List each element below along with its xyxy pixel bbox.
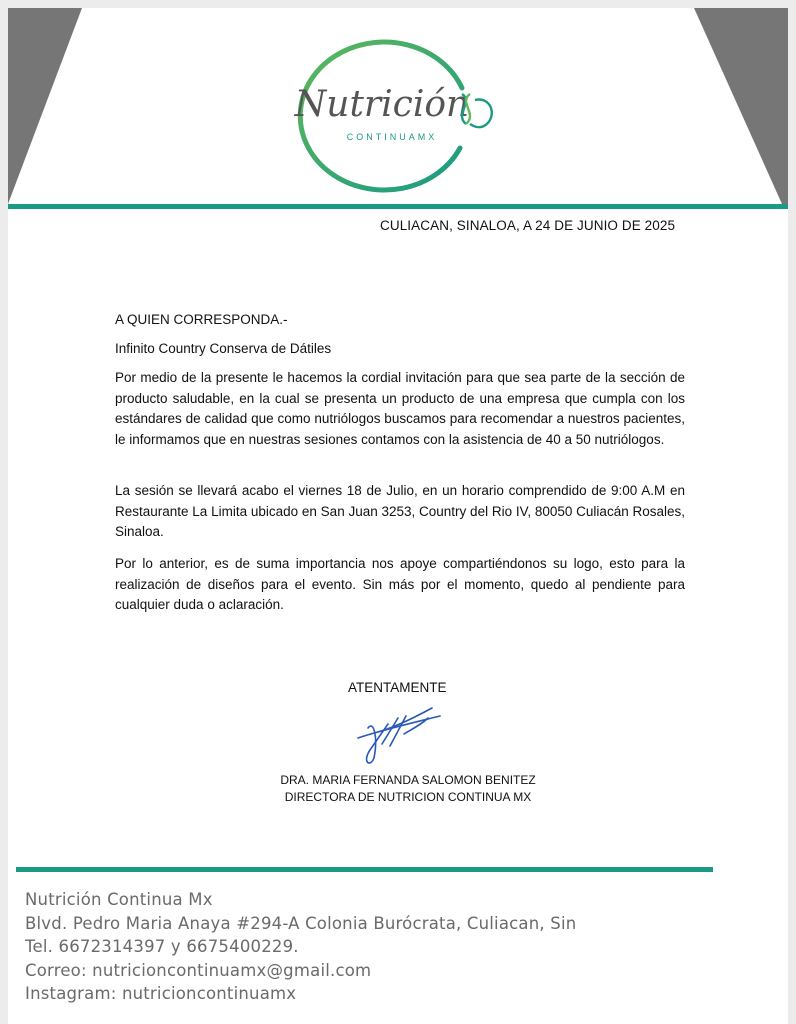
corner-triangle-left bbox=[8, 8, 82, 204]
paragraph-session-details: La sesión se llevará acabo el viernes 18 de Julio, en un horario comprendido de 9:00 A.M en Restaurante La Limita ubicado en San Juan 3253, Country del Rio IV, 80050 Culiacán Rosales, Sinaloa. bbox=[115, 483, 685, 539]
header-corner-right bbox=[694, 8, 788, 204]
signature-strokes bbox=[358, 708, 440, 763]
footer-email: Correo: nutricioncontinuamx@gmail.com bbox=[25, 960, 372, 980]
letter-page bbox=[8, 8, 788, 1024]
footer-address: Blvd. Pedro Maria Anaya #294-A Colonia Burócrata, Culiacan, Sin bbox=[25, 913, 577, 933]
signer-name: DRA. MARIA FERNANDA SALOMON BENITEZ bbox=[280, 773, 536, 787]
footer-instagram: Instagram: nutricioncontinuamx bbox=[25, 984, 297, 1003]
paragraph-logo-request: Por lo anterior, es de suma importancia nos apoye compartiéndonos su logo, esto para la realización de diseños para el evento. Sin más por el momento, quedo al pendiente para cualquier duda o aclaración. bbox=[115, 556, 685, 612]
signer-title: DIRECTORA DE NUTRICION CONTINUA MX bbox=[284, 790, 532, 804]
footer-company: Nutrición Continua Mx bbox=[25, 890, 213, 909]
footer-phone: Tel. 6672314397 y 6675400229. bbox=[25, 937, 299, 956]
header-divider bbox=[8, 204, 788, 209]
footer-contact bbox=[25, 888, 576, 1006]
recipient-company: Infinito Country Conserva de Dátiles bbox=[115, 341, 332, 356]
sig-stroke-2 bbox=[382, 716, 406, 746]
corner-triangle-right bbox=[694, 8, 788, 204]
header-corner-left bbox=[8, 8, 88, 204]
footer-divider bbox=[16, 867, 713, 872]
paragraph-invitation: Por medio de la presente le hacemos la cordial invitación para que sea parte de la sección de producto saludable, en la cual se presenta un producto de una empresa que cumpla con los estándares de calidad que como nutriólogos buscamos para recomendar a nuestros pacientes, le informamos que en nuestras sesiones contamos con la asistencia de 40 a 50 nutriólogos. bbox=[115, 370, 685, 447]
salutation: A QUIEN CORRESPONDA.- bbox=[115, 312, 288, 327]
logo-tagline: CONTINUAMX bbox=[346, 132, 438, 142]
signature bbox=[348, 698, 444, 770]
date-line: CULIACAN, SINALOA, A 24 DE JUNIO DE 2025 bbox=[380, 218, 676, 233]
apple-outline bbox=[470, 100, 492, 128]
brand-logo bbox=[270, 36, 500, 196]
logo-wordmark: Nutrición bbox=[294, 84, 470, 125]
closing: ATENTAMENTE bbox=[348, 680, 447, 695]
